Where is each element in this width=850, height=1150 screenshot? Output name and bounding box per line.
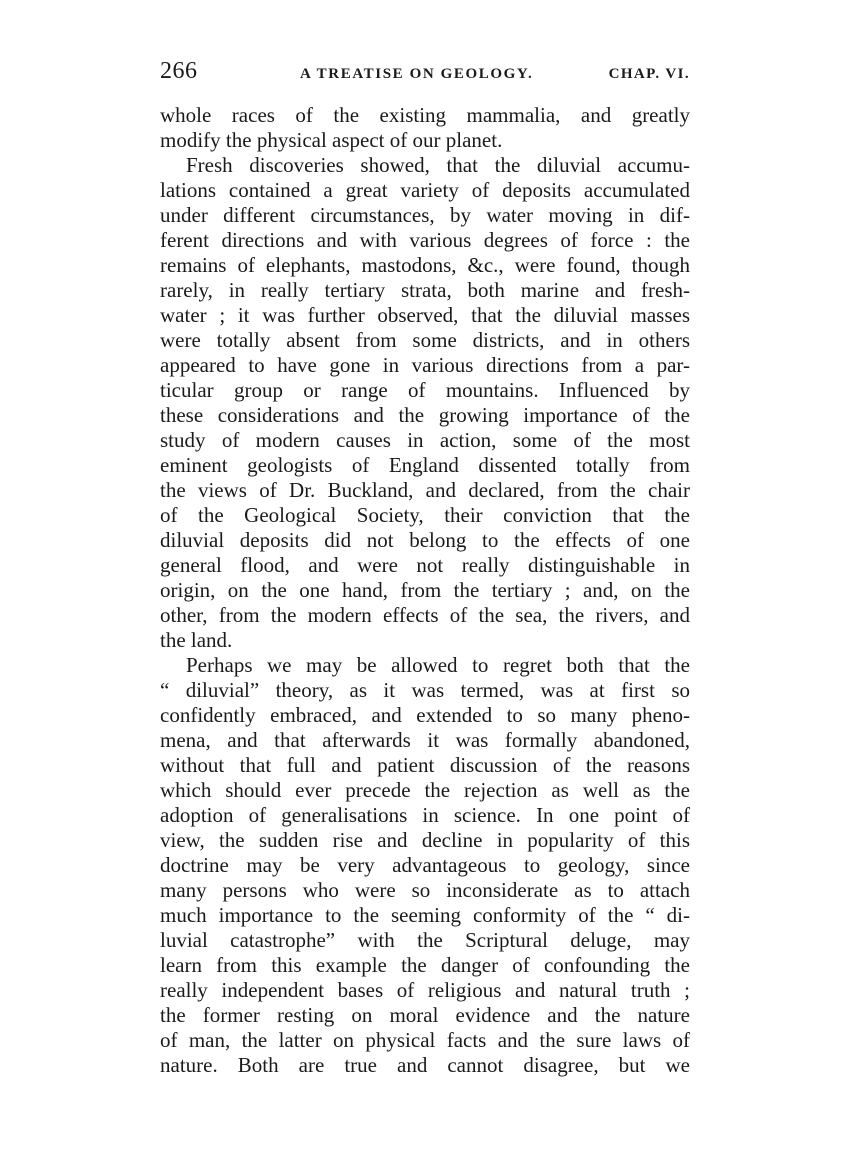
text-line: the former resting on moral evidence and the nature [160,1003,690,1027]
text-line: of man, the latter on physical facts and the sure laws of [160,1028,690,1052]
text-line: eminent geologists of England dissented totally from [160,453,690,477]
text-line: diluvial deposits did not belong to the effects of one [160,528,690,552]
text-line: the land. [160,628,233,652]
running-head [160,58,690,88]
text-line: remains of elephants, mastodons, &c., were found, though [160,253,690,277]
text-line: origin, on the one hand, from the tertiary ; and, on the [160,578,690,602]
text-line: general flood, and were not really distinguishable in [160,553,690,577]
text-line: many persons who were so inconsiderate as to attach [160,878,690,902]
text-line: were totally absent from some districts, and in others [160,328,690,352]
text-line: without that full and patient discussion of the reasons [160,753,690,777]
text-line: confidently embraced, and extended to so many pheno- [160,703,690,727]
page-number: 266 [160,58,198,84]
text-line: ferent directions and with various degrees of force : the [160,228,690,252]
text-line: ticular group or range of mountains. Influenced by [160,378,690,402]
text-line: learn from this example the danger of confounding the [160,953,690,977]
text-line: Perhaps we may be allowed to regret both that the [186,653,690,677]
text-line: water ; it was further observed, that the diluvial masses [160,303,690,327]
running-title: A TREATISE ON GEOLOGY. [300,66,534,82]
text-line: doctrine may be very advantageous to geology, since [160,853,690,877]
text-line: rarely, in really tertiary strata, both marine and fresh- [160,278,690,302]
text-line: under different circumstances, by water moving in dif- [160,203,690,227]
text-line: mena, and that afterwards it was formally abandoned, [160,728,690,752]
body-text [160,103,690,1078]
text-line: adoption of generalisations in science. In one point of [160,803,690,827]
text-line: of the Geological Society, their conviction that the [160,503,690,527]
text-line: study of modern causes in action, some of the most [160,428,690,452]
text-line: nature. Both are true and cannot disagree, but we [160,1053,690,1077]
chapter-label: CHAP. VI. [608,66,690,82]
text-line: much importance to the seeming conformity of the “ di- [160,903,690,927]
text-line: whole races of the existing mammalia, and greatly [160,103,690,127]
text-line: the views of Dr. Buckland, and declared, from the chair [160,478,690,502]
text-line: appeared to have gone in various directions from a par- [160,353,690,377]
text-line: other, from the modern effects of the sea, the rivers, and [160,603,690,627]
text-line: which should ever precede the rejection as well as the [160,778,690,802]
text-line: modify the physical aspect of our planet. [160,128,503,152]
text-line: these considerations and the growing importance of the [160,403,690,427]
text-line: luvial catastrophe” with the Scriptural deluge, may [160,928,690,952]
text-line: view, the sudden rise and decline in popularity of this [160,828,690,852]
text-line: “ diluvial” theory, as it was termed, was at first so [160,678,690,702]
text-line: lations contained a great variety of deposits accumulated [160,178,690,202]
text-line: Fresh discoveries showed, that the diluvial accumu- [186,153,690,177]
text-line: really independent bases of religious and natural truth ; [160,978,690,1002]
